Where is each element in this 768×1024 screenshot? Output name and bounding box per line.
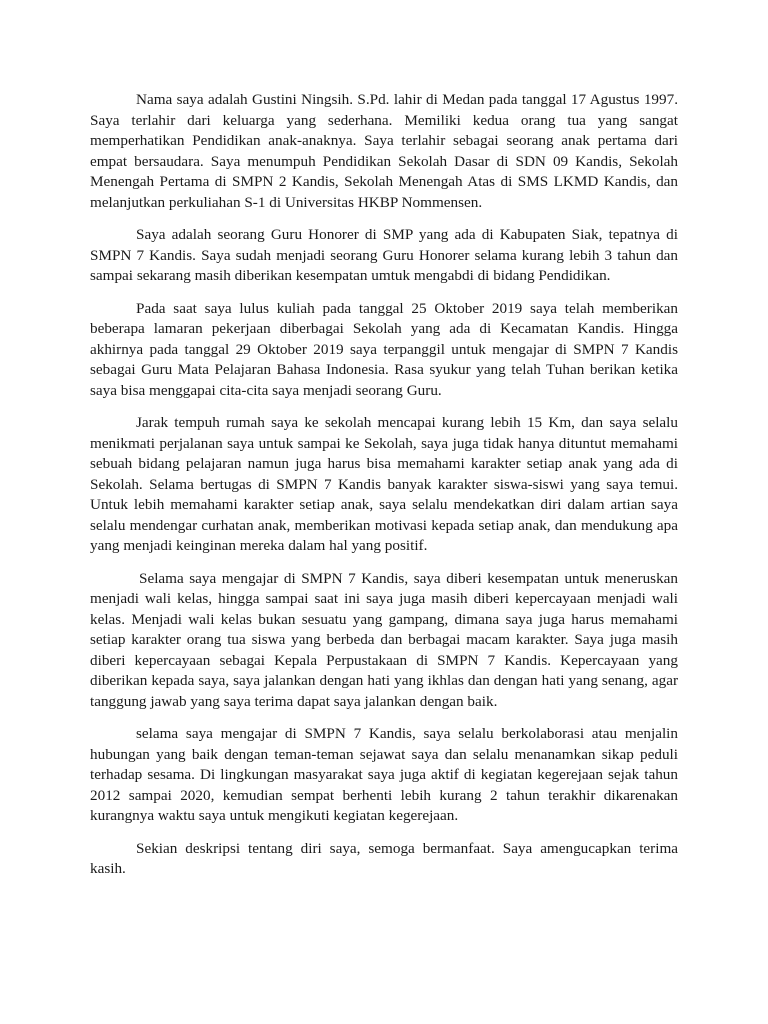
paragraph-collaboration: selama saya mengajar di SMPN 7 Kandis, saya selalu berkolaborasi atau menjalin hubungan yang baik dengan teman-teman sejawat saya dan selalu menanamkan sikap peduli terhadap sesama. Di lingkungan masyarakat saya juga aktif di kegiatan kegerejaan sejak tahun 2012 sampai 2020, kemudian sempat berhenti lebih kurang 2 tahun terakhir dikarenakan kurangnya waktu saya untuk mengikuti kegiatan kegerejaan. [90,725,678,824]
paragraph-closing: Sekian deskripsi tentang diri saya, semoga bermanfaat. Saya amengucapkan terima kasih. [90,839,678,877]
paragraph-homeroom-teacher: Selama saya mengajar di SMPN 7 Kandis, saya diberi kesempatan untuk meneruskan menjadi wali kelas, hingga sampai saat ini saya juga masih diberi kepercayaan menjadi wali kelas. Menjadi wali kelas bukan sesuatu yang gampang, dimana saya juga harus memahami setiap karakter orang tua siswa yang berbeda dan berbagai macam karakter. Saya juga masih diberi kepercayaan sebagai Kepala Perpustakaan di SMPN 7 Kandis. Kepercayaan yang diberikan kepada saya, saya jalankan dengan hati yang ikhlas dan dengan hati yang senang, agar tanggung jawab yang saya terima dapat saya jalankan dengan baik. [90,569,678,710]
paragraph-commute: Jarak tempuh rumah saya ke sekolah mencapai kurang lebih 15 Km, dan saya selalu menikmati perjalanan saya untuk sampai ke Sekolah, saya juga tidak hanya dituntut memahami sebuah bidang pelajaran namun juga harus bisa memahami karakter setiap anak yang ada di Sekolah. Selama bertugas di SMPN 7 Kandis banyak karakter siswa-siswi yang saya temui. Untuk lebih memahami karakter setiap anak, saya selalu mendekatkan diri dalam artian saya selalu mendengar curhatan anak, memberikan motivasi kepada setiap anak, dan mendukung apa yang menjadi keinginan mereka dalam hal yang positif. [90,414,678,554]
paragraph-intro: Nama saya adalah Gustini Ningsih. S.Pd. lahir di Medan pada tanggal 17 Agustus 1997. Saya terlahir dari keluarga yang sederhana. Memiliki kedua orang tua yang sangat memperhatikan Pendidikan anak-anaknya. Saya terlahir sebagai seorang anak pertama dari empat bersaudara. Saya menumpuh Pendidikan Sekolah Dasar di SDN 09 Kandis, Sekolah Menengah Pertama di SMPN 2 Kandis, Sekolah Menengah Atas di SMS LKMD Kandis, dan melanjutkan perkuliahan S-1 di Universitas HKBP Nommensen. [90,91,678,211]
paragraph-graduation: Pada saat saya lulus kuliah pada tanggal 25 Oktober 2019 saya telah memberikan beberapa lamaran pekerjaan diberbagai Sekolah yang ada di Kecamatan Kandis. Hingga akhirnya pada tanggal 29 Oktober 2019 saya terpanggil untuk mengajar di SMPN 7 Kandis sebagai Guru Mata Pelajaran Bahasa Indonesia. Rasa syukur yang telah Tuhan berikan ketika saya bisa menggapai cita-cita saya menjadi seorang Guru. [90,299,678,399]
paragraph-honorary-teacher: Saya adalah seorang Guru Honorer di SMP yang ada di Kabupaten Siak, tepatnya di SMPN 7 Kandis. Saya sudah menjadi seorang Guru Honorer selama kurang lebih 3 tahun dan sampai sekarang masih diberikan kesempatan umtuk mengabdi di bidang Pendidikan. [90,226,678,284]
document-body [90,90,678,892]
